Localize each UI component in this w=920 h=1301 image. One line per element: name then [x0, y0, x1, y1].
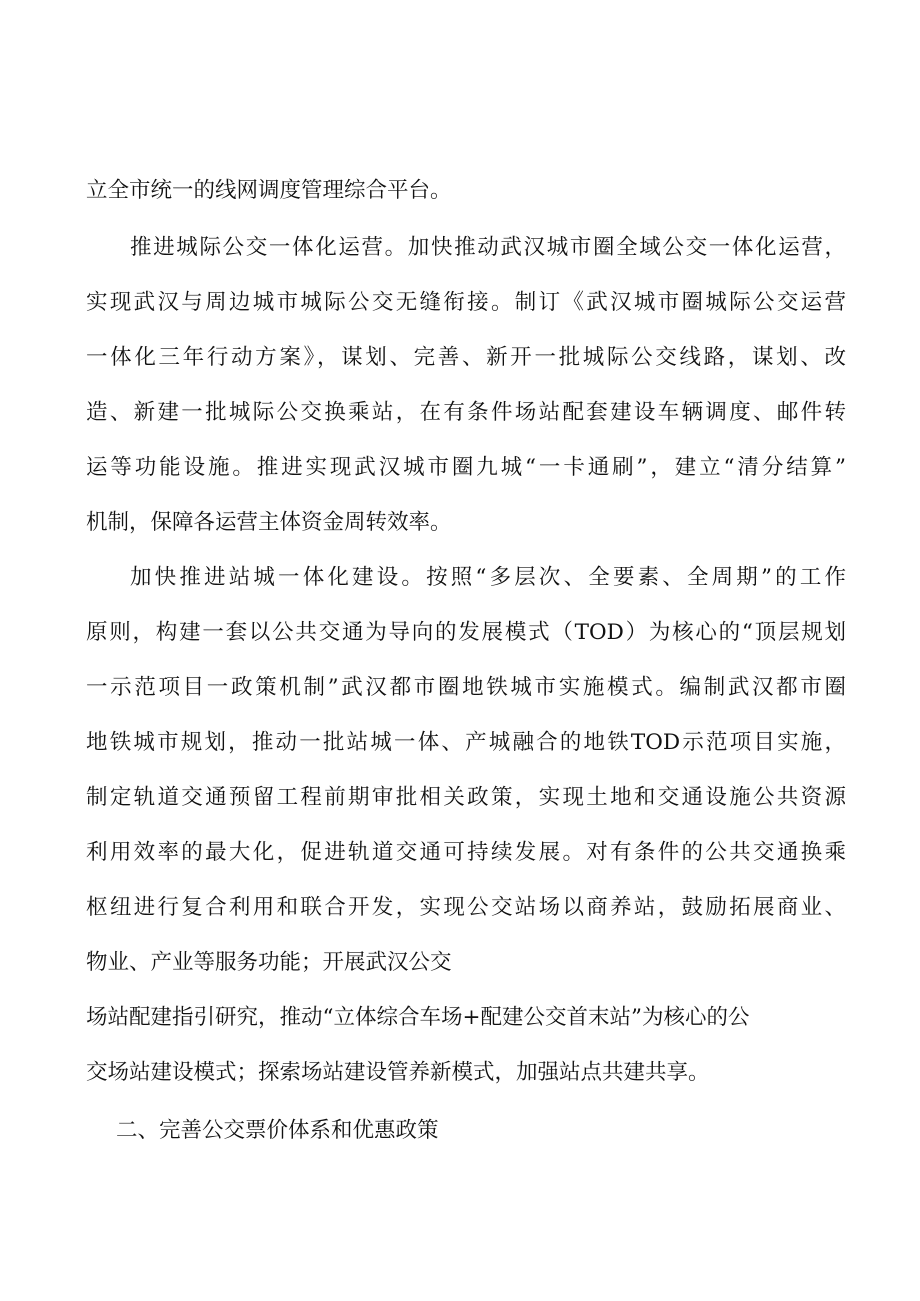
paragraph-line-1: 立全市统一的线网调度管理综合平台。	[86, 178, 452, 203]
paragraph-line-12: 制定轨道交通预留工程前期审批相关政策，实现土地和交通设施公共资源	[86, 785, 846, 810]
paragraph-line-6: 运等功能设施。推进实现武汉城市圈九城“一卡通刷”，建立“清分结算”	[86, 455, 846, 480]
paragraph-line-4: 一体化三年行动方案》，谋划、完善、新开一批城际公交线路，谋划、改	[86, 345, 846, 370]
section-heading: 二、完善公交票价体系和优惠政策	[116, 1118, 439, 1143]
paragraph-line-15: 物业、产业等服务功能；开展武汉公交	[86, 950, 452, 975]
paragraph-line-3: 实现武汉与周边城市城际公交无缝衔接。制订《武汉城市圈城际公交运营	[86, 290, 846, 315]
paragraph-line-13: 利用效率的最大化，促进轨道交通可持续发展。对有条件的公共交通换乘	[86, 840, 846, 865]
paragraph-line-14: 枢纽进行复合利用和联合开发，实现公交站场以商养站，鼓励拓展商业、	[86, 895, 846, 920]
paragraph-line-8: 加快推进站城一体化建设。按照“多层次、全要素、全周期”的工作	[130, 565, 846, 590]
paragraph-line-5: 造、新建一批城际公交换乘站，在有条件场站配套建设车辆调度、邮件转	[86, 400, 846, 425]
paragraph-line-2: 推进城际公交一体化运营。加快推动武汉城市圈全域公交一体化运营，	[130, 235, 846, 260]
paragraph-line-7: 机制，保障各运营主体资金周转效率。	[86, 510, 452, 535]
paragraph-line-9: 原则，构建一套以公共交通为导向的发展模式（TOD）为核心的“顶层规划	[86, 620, 846, 645]
paragraph-line-10: 一示范项目一政策机制”武汉都市圈地铁城市实施模式。编制武汉都市圈	[86, 675, 846, 700]
paragraph-line-11: 地铁城市规划，推动一批站城一体、产城融合的地铁TOD示范项目实施，	[86, 730, 846, 755]
paragraph-line-16: 场站配建指引研究，推动“立体综合车场+配建公交首末站”为核心的公	[86, 1005, 750, 1030]
paragraph-line-17: 交场站建设模式；探索场站建设管养新模式，加强站点共建共享。	[86, 1060, 710, 1085]
